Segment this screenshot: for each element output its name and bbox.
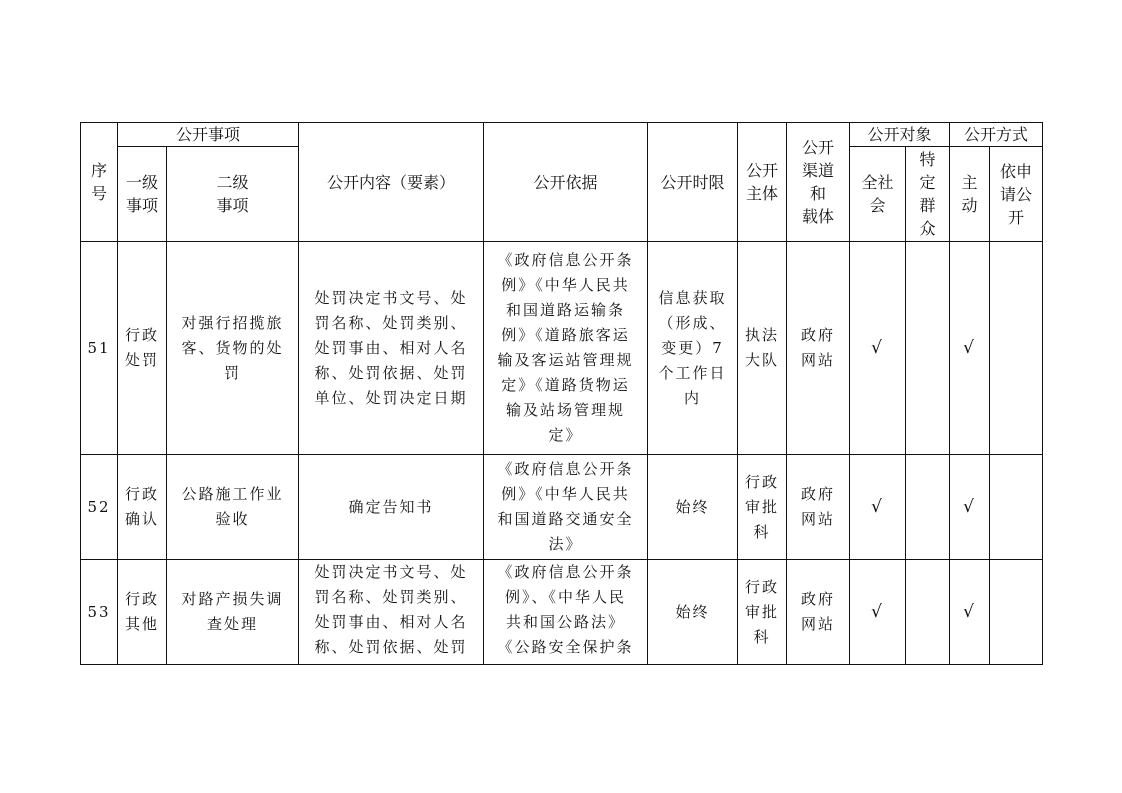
row-specific-group-check bbox=[906, 560, 950, 665]
row-on-request-check bbox=[990, 242, 1043, 455]
header-basis: 公开依据 bbox=[484, 123, 648, 242]
row-level2: 公路施工作业 验收 bbox=[167, 455, 299, 560]
row-level1: 行政 确认 bbox=[118, 455, 167, 560]
header-content: 公开内容（要素） bbox=[299, 123, 484, 242]
row-on-request-check bbox=[990, 455, 1043, 560]
row-basis: 《政府信息公开条 例》、《中华人民 共和国公路法》 《公路安全保护条 bbox=[484, 560, 648, 665]
header-seq: 序 号 bbox=[81, 123, 118, 242]
header-audience-group: 公开对象 bbox=[850, 123, 950, 147]
row-level2: 对路产损失调 查处理 bbox=[167, 560, 299, 665]
table-row bbox=[81, 455, 1043, 560]
row-basis: 《政府信息公开条 例》《中华人民共 和国道路交通安全 法》 bbox=[484, 455, 648, 560]
row-active-check: √ bbox=[950, 560, 990, 665]
row-seq: 53 bbox=[81, 560, 118, 665]
header-active: 主 动 bbox=[950, 147, 990, 242]
row-on-request-check bbox=[990, 560, 1043, 665]
row-subject: 执法 大队 bbox=[738, 242, 787, 455]
header-method-group: 公开方式 bbox=[950, 123, 1043, 147]
header-on-request: 依申 请公 开 bbox=[990, 147, 1043, 242]
row-active-check: √ bbox=[950, 242, 990, 455]
header-item-group: 公开事项 bbox=[118, 123, 299, 147]
row-timelimit: 始终 bbox=[648, 560, 738, 665]
row-level1: 行政 其他 bbox=[118, 560, 167, 665]
header-all-society: 全社 会 bbox=[850, 147, 906, 242]
row-channel: 政府 网站 bbox=[787, 560, 850, 665]
row-timelimit: 信息获取 （形成、 变更）7 个工作日 内 bbox=[648, 242, 738, 455]
row-basis: 《政府信息公开条 例》《中华人民共 和国道路运输条 例》《道路旅客运 输及客运站管理规 定》《道路货物运 输及站场管理规 定》 bbox=[484, 242, 648, 455]
row-content: 确定告知书 bbox=[299, 455, 484, 560]
header-specific-group: 特 定 群 众 bbox=[906, 147, 950, 242]
row-all-society-check: √ bbox=[850, 560, 906, 665]
row-subject: 行政 审批 科 bbox=[738, 455, 787, 560]
row-seq: 52 bbox=[81, 455, 118, 560]
table-row bbox=[81, 560, 1043, 665]
disclosure-table bbox=[80, 122, 1043, 665]
header-level2: 二级 事项 bbox=[167, 147, 299, 242]
row-level1: 行政 处罚 bbox=[118, 242, 167, 455]
row-active-check: √ bbox=[950, 455, 990, 560]
row-content: 处罚决定书文号、处 罚名称、处罚类别、 处罚事由、相对人名 称、处罚依据、处罚 单位、处罚决定日期 bbox=[299, 242, 484, 455]
row-level2: 对强行招揽旅 客、货物的处 罚 bbox=[167, 242, 299, 455]
header-subject: 公开 主体 bbox=[738, 123, 787, 242]
header-level1: 一级 事项 bbox=[118, 147, 167, 242]
row-all-society-check: √ bbox=[850, 455, 906, 560]
row-seq: 51 bbox=[81, 242, 118, 455]
row-channel: 政府 网站 bbox=[787, 242, 850, 455]
header-channel: 公开 渠道 和 载体 bbox=[787, 123, 850, 242]
row-subject: 行政 审批 科 bbox=[738, 560, 787, 665]
row-channel: 政府 网站 bbox=[787, 455, 850, 560]
row-specific-group-check bbox=[906, 242, 950, 455]
row-timelimit: 始终 bbox=[648, 455, 738, 560]
row-content: 处罚决定书文号、处 罚名称、处罚类别、 处罚事由、相对人名 称、处罚依据、处罚 bbox=[299, 560, 484, 665]
row-all-society-check: √ bbox=[850, 242, 906, 455]
header-timelimit: 公开时限 bbox=[648, 123, 738, 242]
table-row bbox=[81, 242, 1043, 455]
row-specific-group-check bbox=[906, 455, 950, 560]
